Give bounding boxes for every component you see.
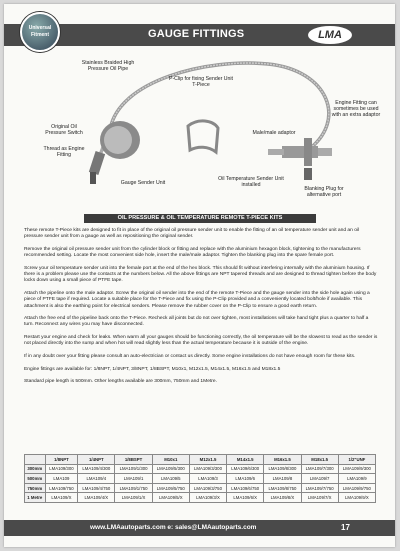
part-number-table — [24, 454, 376, 503]
paragraph: If in any doubt over your fitting please consult an auto-electrician or contact us directly. Some engine installations do not have enough room for these kits. — [24, 353, 356, 359]
universal-fitment-badge: Universal Fitment — [20, 12, 60, 52]
table-row — [25, 464, 376, 474]
product-figure — [18, 50, 388, 214]
table-cell: LMA109/8/X — [264, 493, 301, 503]
table-cell: LMA109/7/750 — [301, 483, 338, 493]
table-cell: LMA109/X — [45, 493, 78, 503]
table-row — [25, 474, 376, 484]
figure-label-thread: Thread as Engine Fitting — [43, 146, 85, 158]
table-cell: LMA109/750 — [45, 483, 78, 493]
table-header-row — [25, 455, 376, 465]
table-row-header: 300mm — [25, 464, 46, 474]
table-cell: LMA109/4 — [78, 474, 115, 484]
table-cell: LMA109/4/300 — [78, 464, 115, 474]
figure-label-oil-pipe: Stainless Braided High Pressure Oil Pipe — [81, 60, 135, 72]
page-footer — [4, 520, 395, 536]
figure-label-engine-fitting: Engine Fitting can sometimes be used with an extra adaptor — [331, 100, 381, 118]
figure-label-blanking-plug: Blanking Plug for alternative port — [304, 186, 344, 198]
table-header-cell: 1/8BSPT — [115, 455, 152, 465]
table-header-cell: M14x1.5 — [227, 455, 264, 465]
paragraph: Engine fittings are available for: 1/8NPT, 1/4NPT, 3/8NPT, 1/8BSPT, M10x1, M12x1.5, M14x1.5, M16x1.5 and M18x1.5 — [24, 366, 281, 372]
lma-logo: LMA — [308, 26, 352, 44]
table-cell: LMA109/8/750 — [264, 483, 301, 493]
table-cell: LMA109/9/X — [338, 493, 375, 503]
table-cell: LMA109/6/300 — [227, 464, 264, 474]
paragraph: These remote T-Piece kits are designed to fit in place of the original oil pressure sender unit to enable the fitting of an oil temperature sender unit and an oil pressure sender unit from a gauge as well as repositioning the original sender. — [24, 228, 360, 240]
figure-label-male-adaptor: Male/male adaptor — [252, 130, 296, 136]
table-cell: LMA109/3/750 — [189, 483, 226, 493]
table-row-header: 750mm — [25, 483, 46, 493]
table-row — [25, 493, 376, 503]
table-cell: LMA109/300 — [45, 464, 78, 474]
table-cell: LMA109/4/X — [78, 493, 115, 503]
figure-label-oil-pressure-switch: Original Oil Pressure Switch — [45, 124, 83, 136]
section-title: OIL PRESSURE & OIL TEMPERATURE REMOTE T-PIECE KITS — [84, 214, 316, 223]
table-header-cell: M16x1.5 — [264, 455, 301, 465]
page-number: 17 — [341, 523, 350, 532]
table-header-cell: 1/4NPT — [78, 455, 115, 465]
table-cell: LMA109/3/X — [189, 493, 226, 503]
table-row — [25, 483, 376, 493]
table-cell: LMA109/5/300 — [152, 464, 189, 474]
page-title: GAUGE FITTINGS — [148, 28, 245, 40]
table-cell: LMA109/3/300 — [189, 464, 226, 474]
table-cell: LMA109/5/750 — [152, 483, 189, 493]
figure-label-temp-sender: Oil Temperature Sender Unit installed — [218, 176, 284, 188]
table-cell: LMA109/7 — [301, 474, 338, 484]
figure-label-gauge-sender: Gauge Sender Unit — [120, 180, 166, 186]
table-cell: LMA109/6 — [227, 474, 264, 484]
table-cell: LMA109/9/300 — [338, 464, 375, 474]
paragraph: Remove the original oil pressure sender unit from the cylinder block or fitting and replace with the aluminium hexagon block, tightening to the manufacturers recommended setting. Locate the most convenient side hole, insert the male/male adaptor. Tighten the blanking plug into the spare female port. — [24, 246, 361, 259]
table-cell: LMA109/5 — [152, 474, 189, 484]
table-cell: LMA109/1 — [115, 474, 152, 484]
table-row-header: 1 Metre — [25, 493, 46, 503]
table-cell: LMA109/9/750 — [338, 483, 375, 493]
catalog-page — [4, 4, 395, 547]
table-header-cell — [25, 455, 46, 465]
table-cell: LMA109 — [45, 474, 78, 484]
table-row-header: 500mm — [25, 474, 46, 484]
table-cell: LMA109/6/X — [227, 493, 264, 503]
paragraph: Screw your oil temperature sender unit into the female port at the end of the hex block. This should fit without interfering internally with the aluminium housing. If there is a problem please use the contacts at the numbers below. All the above fittings are NPT tapered threads and are designed to thread tighten before the body locks down using a small piece of PTFE tape. — [24, 265, 377, 284]
footer-contact: www.LMAautoparts.com e: sales@LMAautoparts.com — [90, 524, 257, 531]
paragraph: Attach the pipeline onto the male adaptor. Screw the original oil sender into the end of the remote T-Piece and the gauge sender into the side hole again using a piece of PTFE tape if required. Locate a suitable place for the T-Piece and fix using the P-Clip provided and a conveniently located bolt/hole if available. This attachment is also the earthing point for electrical senders. Please remove the rubber cover on the P-Clip to ensure a good earth return. — [24, 290, 370, 309]
table-header-cell: M18x1.5 — [301, 455, 338, 465]
table-cell: LMA109/3 — [189, 474, 226, 484]
table-cell: LMA109/8 — [264, 474, 301, 484]
table-cell: LMA109/6/750 — [227, 483, 264, 493]
table-cell: LMA109/7/X — [301, 493, 338, 503]
table-cell: LMA109/9 — [338, 474, 375, 484]
paragraph: Attach the free end of the pipeline back onto the T-Piece. Recheck all joints but do not over tighten, most installations will take hand tight plus a quarter to half a turn. Reconnect any wires you may have disconnected. — [24, 316, 369, 328]
table-header-cell: M10x1 — [152, 455, 189, 465]
paragraph: Standard pipe length is 500mm. Other lengths available are 300mm, 750mm and 1Metre. — [24, 379, 218, 385]
table-header-cell: 1/8NPT — [45, 455, 78, 465]
figure-label-p-clip: P-Clip for fixing Sender Unit T-Piece — [168, 76, 233, 88]
paragraph: Restart your engine and check for leaks. When warm all your gauges should be functioning correctly, the oil temperature will be the slowest to read as the sender is not placed directly into the sump and when hot will read slightly less than the actual temperature because it is outside of the engine. — [24, 335, 378, 347]
table-header-cell: M12x1.5 — [189, 455, 226, 465]
table-cell: LMA109/7/300 — [301, 464, 338, 474]
instructions-text — [24, 228, 378, 392]
table-cell: LMA109/1/750 — [115, 483, 152, 493]
table-cell: LMA109/1/X — [115, 493, 152, 503]
table-cell: LMA109/8/300 — [264, 464, 301, 474]
table-cell: LMA109/5/X — [152, 493, 189, 503]
table-header-cell: 1/2"UNF — [338, 455, 375, 465]
table-cell: LMA109/4/750 — [78, 483, 115, 493]
table-cell: LMA109/1/300 — [115, 464, 152, 474]
